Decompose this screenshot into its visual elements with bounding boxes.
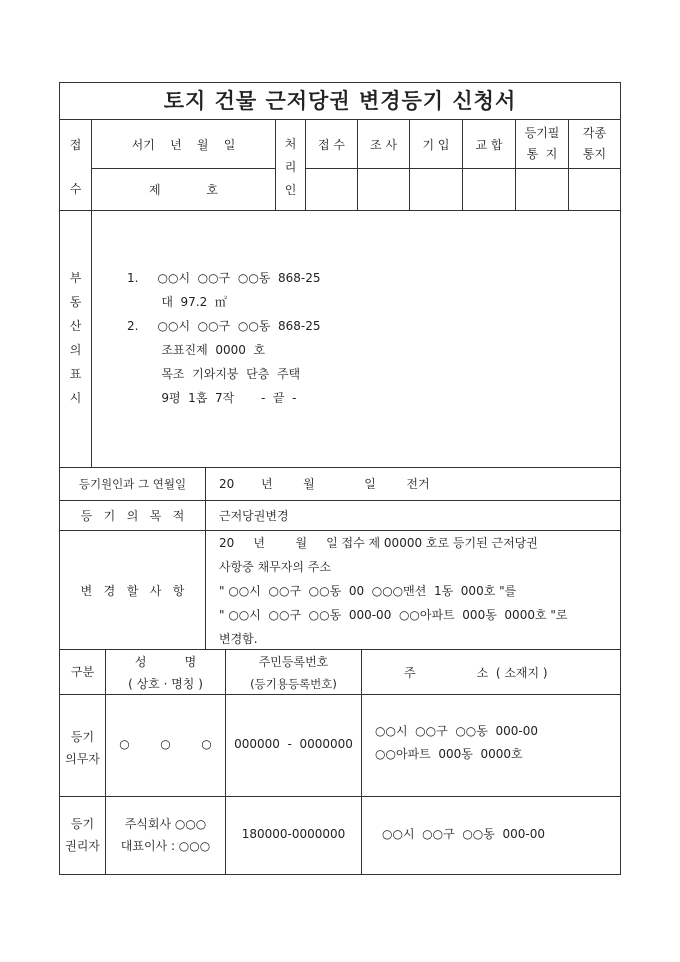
property-line: 9평 1홉 7작 - 끝 - [127,391,297,405]
property-line: 목조 기와지붕 단층 주택 [127,367,301,381]
rightholder-address: ○○시 ○○구 ○○동 000-00 [382,827,545,841]
stage-receipt: 접 수 [318,138,345,152]
purpose-label: 등 기 의 목 적 [80,509,185,523]
property-line: 1. ○○시 ○○구 ○○동 868-25 [127,271,321,285]
parties-category-header: 구분 [70,665,95,679]
reception-date: 서기 년 월 일 [131,138,236,152]
stage-stamp-cell [409,168,463,211]
obligor-address: ○○시 ○○구 ○○동 000-00 [375,724,538,738]
changes-line: " ○○시 ○○구 ○○동 00 ○○○맨션 1동 000호 "를 [219,584,517,598]
stage-stamp-cell [462,168,516,211]
stage-stamp-cell [357,168,410,211]
stage-verification: 교 합 [475,138,503,152]
reception-label-cell [59,119,92,211]
parties-name-header-sub: ( 상호 · 명칭 ) [128,677,203,691]
parties-address-header: 주 소 ( 소재지 ) [404,666,548,680]
property-line: 대 97.2 ㎡ [127,295,227,309]
stage-investigation: 조 사 [370,138,397,152]
rightholder-label-sub: 권리자 [65,839,100,853]
processing-char-2: 리 [284,160,297,174]
obligor-address-2: ○○아파트 000동 0000호 [375,747,523,761]
cause-value: 20 년 월 일 전거 [219,477,430,491]
reception-label-top: 접 [69,138,82,152]
reception-label-bottom: 수 [69,182,82,196]
stage-stamp-cell [305,168,358,211]
rightholder-name-sub: 대표이사 : ○○○ [120,839,211,853]
property-label-char: 부 [69,271,82,285]
parties-regno-header-sub: (등기용등록번호) [250,677,337,691]
property-block [59,210,621,468]
obligor-label-cell [59,694,106,797]
property-label-char: 동 [69,295,82,309]
property-label-char: 시 [69,391,82,405]
stage-various-notice: 각종 통지 [582,126,607,161]
property-line: 2. ○○시 ○○구 ○○동 868-25 [127,319,321,333]
application-form [59,82,621,874]
purpose-value: 근저당권변경 [219,509,289,523]
property-line: 조표진제 0000 호 [127,343,266,357]
rightholder-name-cell [105,796,226,875]
obligor-name: ○ ○ ○ [119,737,212,751]
rightholder-label-cell [59,796,106,875]
property-label-char: 의 [69,343,82,357]
property-label-cell [59,210,92,468]
obligor-label: 등기 [70,730,95,744]
rightholder-name: 주식회사 ○○○ [124,817,207,831]
stage-entry: 기 입 [422,138,450,152]
processing-char-1: 처 [284,137,297,151]
form-title: 토지 건물 근저당권 변경등기 신청서 [163,88,517,113]
stage-stamp-cell [515,168,569,211]
processing-char-3: 인 [284,183,297,197]
changes-line: 변경함. [219,632,258,646]
changes-line: 20 년 월 일 접수 제 00000 호로 등기된 근저당권 [219,536,538,550]
stage-completion-notice: 등기필 통 지 [524,126,560,161]
rightholder-regno: 180000-0000000 [241,827,346,841]
parties-regno-header: 주민등록번호 [258,655,329,669]
cause-label: 등기원인과 그 연월일 [78,477,187,491]
changes-line: " ○○시 ○○구 ○○동 000-00 ○○아파트 000동 0000호 "로 [219,608,568,622]
property-label-char: 산 [69,319,82,333]
rightholder-label: 등기 [70,817,95,831]
changes-label: 변 경 할 사 항 [80,584,185,598]
changes-line: 사항중 채무자의 주소 [219,560,331,574]
reception-number: 제 호 [149,183,218,197]
obligor-regno: 000000 - 0000000 [234,737,353,751]
property-label-char: 표 [69,367,82,381]
stage-stamp-cell [568,168,621,211]
obligor-label-sub: 의무자 [65,752,100,766]
parties-name-header: 성 명 [134,655,197,669]
